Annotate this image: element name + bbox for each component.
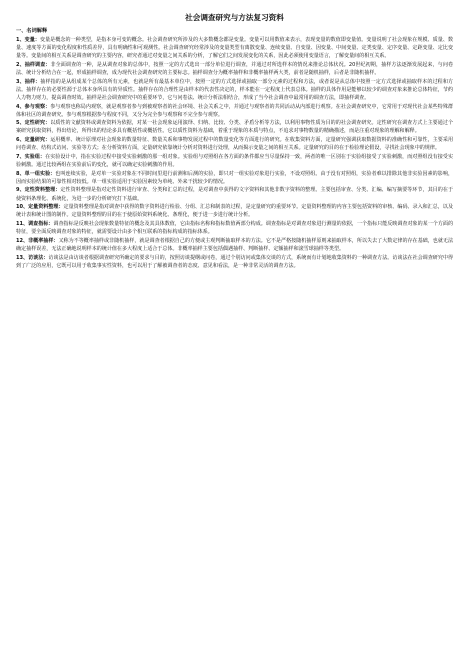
term-paragraph <box>16 203 453 219</box>
section-heading: 一、名词解释 <box>16 28 48 34</box>
term-number-separator: 、 <box>19 187 25 194</box>
term-name-separator: ： <box>45 137 51 144</box>
term-name: 访谈法 <box>28 254 44 261</box>
term-number-separator: 、 <box>23 254 29 261</box>
term-number-separator: 、 <box>19 170 25 177</box>
term-number: 3 <box>16 78 20 85</box>
term-number: 7 <box>16 153 20 160</box>
term-number-separator: 、 <box>19 61 25 68</box>
term-definition: 定性资料整理是指对定性资料进行审查、分类和汇总的过程，是对调查中获得的文字资料和其他非数字资料的整理。主要包括审查、分类、汇编、编写摘要等环节，其目的在于使资料条理化、系统化，为进一步的分析研究打下基础。 <box>16 187 454 202</box>
term-name: 单一组实验 <box>24 170 51 177</box>
term-name-separator: ： <box>48 221 54 227</box>
term-definition: 参与观察也称局内观察，就是观察者参与到被观察者的社会环境、社会关系之中，并通过与观察者的共同活动从内部进行观察。在社会调查研究中，它常用于对现代社会某些特殊群体和社区的调查研究。参与观察根据参与程度不同，又分为完全参与观察和不完全参与观察。 <box>16 103 454 118</box>
term-definition: 运用概率、统计原理对社会现象的数量特征、数量关系和事物发展过程中的数量变化等方面进行的研究。在收集资料方面，定量研究强调获取数据资料的准确性和可靠性，主要采用问卷调查、结构式访问、实验等方式；在分析资料方面，定量研究依靠统计分析对资料进行处理，从而揭示变量之间的相互关系。定量研究的目的在于检验理论假设，寻找社会现象中的规律。 <box>16 137 454 152</box>
term-paragraph <box>16 153 453 169</box>
term-paragraph <box>16 170 453 186</box>
term-number-separator: 、 <box>23 221 29 227</box>
term-number-separator: 、 <box>19 78 25 85</box>
term-number: 9 <box>16 187 20 194</box>
term-name: 非概率抽样 <box>28 237 54 244</box>
term-definition: 访谈法是由访谈者根据调查研究所确定的要求与目的，按照访谈提纲或问卷，通过个别访问或集体交谈的方式，系统而有计划地收集资料的一种调查方法。访谈法在社会调查研究中得到了广泛的应用，它既可以用于收集事实性资料，也可以用于了解被调查者的态度、意见和看法，是一种非常灵活的调查方法。 <box>16 254 454 269</box>
term-number: 10 <box>16 204 24 211</box>
term-number-separator: 、 <box>19 153 25 160</box>
term-paragraph <box>16 136 453 152</box>
term-name-separator: ： <box>55 187 61 194</box>
term-number: 5 <box>16 120 20 127</box>
document-title: 社会调查研究与方法复习资料 <box>185 13 284 22</box>
term-paragraph <box>16 103 453 119</box>
term-name-separator: ： <box>34 37 40 43</box>
term-paragraph <box>16 78 453 102</box>
term-definition: 又称为不等概率抽样或非随机抽样，就是调查者根据自己的方便或主观判断抽取样本的方法。它不是严格按随机抽样原则来抽取样本，所以失去了大数定律的存在基础，也就无法确定抽样误差，无法正确地说明样本的统计值在多大程度上适合于总体。非概率抽样主要包括偶遇抽样、判断抽样、定额抽样和滚雪球抽样等类型。 <box>16 237 454 252</box>
term-paragraph <box>16 186 453 202</box>
term-number: 6 <box>16 137 20 144</box>
term-number-separator: 、 <box>19 137 25 144</box>
term-number: 1 <box>16 37 20 43</box>
term-number: 4 <box>16 103 20 110</box>
term-name-separator: ： <box>53 237 59 244</box>
term-number: 12 <box>16 237 24 244</box>
document-body <box>16 27 453 270</box>
term-definition: 非全面调查的一种，是从调查对象的总体中，按照一定的方式选出一部分单位进行调查，并通过对所选样本的情况来推论总体状况。20世纪初期，抽样方法逐渐发展起来，与问卷法、统计分析结合在一起，形成抽样调查，成为现代社会调查研究的主要标志。抽样调查分为概率抽样和非概率抽样两大类，前者是随机抽样，后者是非随机抽样。 <box>16 61 454 76</box>
term-name: 定量资料整理 <box>28 204 59 211</box>
term-name: 定性资料整理 <box>24 187 56 194</box>
term-paragraph <box>16 36 453 60</box>
term-name: 变量 <box>24 37 35 43</box>
term-name-separator: ： <box>35 78 41 85</box>
term-paragraph <box>16 220 453 236</box>
term-definition: 定量资料整理是指对调查中获得的数字资料进行检验、分组、汇总和制表的过程，是定量研究的重要环节。定量资料整理的内容主要包括资料的审核、编码、录入和汇总，以及统计表和统计图的制作。定量资料整理的目的在于使原始资料系统化、条理化，便于进一步进行统计分析。 <box>16 204 454 219</box>
term-number: 13 <box>16 254 24 261</box>
term-paragraph <box>16 119 453 135</box>
term-number: 2 <box>16 61 20 68</box>
term-definition: 变量是概念的一种类型，是指本身可变的概念。社会调查研究所涉及的大多数概念都是变量。变量可以用数值来表示，表现变量的数值即变量值。变量说明了社会现象在规模、质量、数量、速度等方面的变化程度和性质差异，具有明确性和可观测性。社会调查研究经常涉及的变量类型有离散变量、连续变量、自变量、因变量、中间变量、定类变量、定序变量、定距变量、定比变量等。变量间的相互关系是调查研究的主要内容，研究者通过对变量之间关系的分析，了解它们之间发展变化的关系，因此必须使用变量语言，了解变量间的相互关系。 <box>16 37 454 60</box>
term-number-separator: 、 <box>23 204 29 211</box>
term-name-separator: ： <box>43 254 49 261</box>
term-name-separator: ： <box>45 120 51 127</box>
term-definition: 抽样指的是从组成某个总体的所有元素，也就是所有最基本单位中，按照一定的方式选择或抽取一部分元素的过程和方法，或者说是从总体中按照一定方式选择或抽取样本的过程和方法。抽样存在的必要性源于总体本身所具有的异质性。抽样存在的合理性是由样本的代表性决定的，样本能在一定程度上代表总体。抽样的具体作用是能够以较少的调查对象来推论总体特征，节约人力物力财力，提高调查时效。抽样是社会调查研究中的重要环节，它与问卷法、统计分析法相结合，形成了当今社会调查中最常用的调查方法，即抽样调查。 <box>16 78 454 101</box>
term-number: 11 <box>16 221 24 227</box>
term-paragraph <box>16 254 453 270</box>
term-name: 定性研究 <box>24 120 46 127</box>
term-name: 参与观察 <box>24 103 46 110</box>
term-name: 定量研究 <box>24 137 46 144</box>
term-name: 抽样调查 <box>24 61 46 68</box>
term-number-separator: 、 <box>19 103 25 110</box>
term-paragraph <box>16 61 453 77</box>
term-name-separator: ： <box>39 153 46 160</box>
term-number-separator: 、 <box>19 120 25 127</box>
term-definition: 也叫连续实验，是对单一实验对象在不同时间里进行前测和后测的实验，即只对一组实验对象进行实验，不设对照组。由于没有对照组，实验者难以排除其他非实验因素的影响，因而实验结果的可靠性相对较低。单一组实验适用于实验因素较为单纯、外来干扰较少的情况。 <box>16 170 454 185</box>
term-definition: 调查指标是反映社会现象数量特征的概念及其具体数值，它由指标名称和指标数值两部分构成。调查指标是对调查对象进行测量的依据，一个指标只能反映调查对象的某一个方面的特征，要全面反映调查对象的特征，就需要设计由多个相互联系的指标构成的指标体系。 <box>16 221 454 236</box>
term-name-separator: ： <box>50 170 56 177</box>
term-definition: 在实验设计中，指在实验过程中接受实验刺激的那一组对象。实验组与对照组在各方面的条件都应当尽量保持一致，两者的唯一区别在于实验组接受了实验刺激，而对照组没有接受实验刺激。通过比较两组在实验前后的变化，就可以确定实验刺激的作用。 <box>16 153 454 168</box>
term-number-separator: 、 <box>19 37 25 43</box>
term-name: 调查指标 <box>28 221 49 227</box>
term-definition: 以质性的文献资料或调查资料为依据，对某一社会现象运用演绎、归纳、比较、分类、矛盾分析等方法，以利用事物性质为目的的社会调查研究。定性研究在调查方式上主要通过个案研究获取资料，得出结论，所得出的结论多具有概括性或概括性。它以质性资料为基础，着重于现象的本质与特点，不追求对事物数量的精确描述，而是注重对现象的理解和解释。 <box>16 120 454 135</box>
term-name: 实验组 <box>24 153 40 160</box>
term-name-separator: ： <box>45 61 51 68</box>
term-name-separator: ： <box>45 103 51 110</box>
term-number: 8 <box>16 170 20 177</box>
term-paragraph <box>16 237 453 253</box>
term-name-separator: ： <box>58 204 64 211</box>
term-name: 抽样 <box>24 78 36 85</box>
term-number-separator: 、 <box>23 237 29 244</box>
